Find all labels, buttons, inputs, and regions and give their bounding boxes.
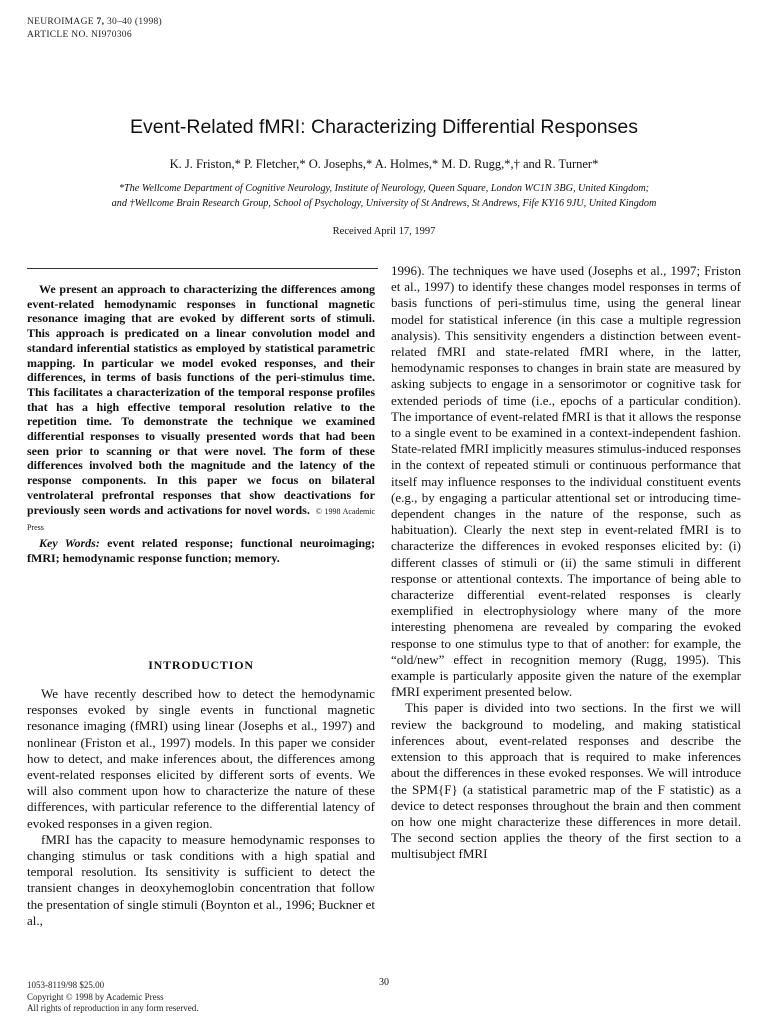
page-number: 30: [379, 977, 389, 988]
section-heading: INTRODUCTION: [148, 658, 254, 672]
abstract: [27, 282, 375, 565]
abstract-divider: [27, 268, 378, 269]
article-number: ARTICLE NO. NI970306: [27, 30, 132, 40]
copyright-footer: [27, 980, 198, 1015]
keywords-label: Key Words:: [39, 535, 100, 550]
abstract-text: We present an approach to characterizing the differences among event-related hemodynamic responses in functional magnetic resonance imaging that are evoked by different sorts of stimuli. This approach is predicated on a linear convolution model and standard inferential statistics as employed by statistical parametric mapping. In particular we model evoked responses, and their differences, in terms of basis functions of the peri-stimulus time. This facilitates a characterization of the temporal response profiles that has a high effective temporal resolution relative to the repetition time. To demonstrate the technique we examined differential responses to visually presented words that had been seen prior to scanning or that were novel. The form of these differences involved both the magnitude and the latency of the response components. In this paper we focus on bilateral ventrolateral prefrontal responses that show deactivations for previously seen words and activations for novel words.: [27, 282, 375, 517]
left-column-body: [27, 686, 375, 929]
paper-title: Event-Related fMRI: Characterizing Differential Responses: [130, 116, 638, 138]
keywords-paragraph: [27, 536, 375, 565]
abstract-copyright: © 1998 Academic Press: [27, 506, 376, 533]
affiliations: [0, 181, 768, 211]
author-list: K. J. Friston,* P. Fletcher,* O. Josephs,* A. Holmes,* M. D. Rugg,*,† and R. Turner*: [169, 157, 599, 171]
journal-citation: [27, 16, 162, 29]
body-paragraph: 1996). The techniques we have used (Josephs et al., 1997; Friston et al., 1997) to identify these changes model responses in terms of basis functions of peri-stimulus time, using the general linear model for statistical inference (in this case a multiple regression analysis). This sensitivity engenders a distinction between event-related fMRI and state-related fMRI where, in the latter, hemodynamic responses to changes in brain state are measured by asking subjects to engage in a sensorimotor or cognitive task for extended periods of time (i.e., epochs of a particular condition). The importance of event-related fMRI is that it allows the response to a single event to be examined in a context-independent fashion. State-related fMRI implicitly measures stimulus-induced responses in the context of repeated stimuli or continuous performance that itself may influence responses to the individual constituent events (e.g., by engaging a particular attentional set or introducing time-dependent changes in the nature of the response, such as habituation). Clearly the next step in event-related fMRI is to characterize the differences in evoked responses elicited by: (i) different classes of stimuli or (ii) the same stimuli in different response or attentional contexts. The importance of being able to characterize differential event-related responses is clearly exemplified in electrophysiology where many of the more interesting phenomena are revealed by comparing the evoked response to one stimulus type to that of another: for example, the “old/new” effect in recognition memory (Rugg, 1995). This example is particularly apposite given the nature of the exemplar fMRI experiment presented below.: [391, 263, 741, 700]
footer-line: Copyright © 1998 by Academic Press: [27, 991, 164, 1002]
body-paragraph: This paper is divided into two sections. In the first we will review the background to modeling, and making statistical inferences about, event-related responses and describe the extension to this approach that is required to make inferences about the differences in these evoked responses. We will introduce the SPM{F} (a statistical parametric map of the F statistic) as a device to detect responses throughout the brain and then comment on how one might characterize these differences in more detail. The second section applies the theory of the first section to a multisubject fMRI: [391, 700, 741, 862]
footer-line: 1053-8119/98 $25.00: [27, 980, 105, 990]
journal-pages: 30–40 (1998): [106, 17, 163, 27]
keywords-text: event related response; functional neuroimaging; fMRI; hemodynamic response function; memory.: [27, 535, 375, 565]
affiliation-line: *The Wellcome Department of Cognitive Neurology, Institute of Neurology, Queen Square, London WC1N 3BG, United Kingdom;: [118, 183, 650, 194]
body-paragraph: We have recently described how to detect the hemodynamic responses evoked by single events in functional magnetic resonance imaging (fMRI) using linear (Josephs et al., 1997) and nonlinear (Friston et al., 1997) models. In this paper we consider how to detect, and make inferences about, the differences among event-related responses elicited by different sorts of events. We will also comment upon how to characterize the nature of these differences, with particular reference to the differential latency of evoked responses in a given region.: [27, 686, 375, 831]
abstract-paragraph: [27, 282, 375, 536]
received-date: Received April 17, 1997: [332, 226, 436, 237]
journal-header: [27, 16, 162, 42]
right-column-body: [391, 263, 741, 863]
footer-line: All rights of reproduction in any form reserved.: [27, 1003, 199, 1013]
affiliation-line: and †Wellcome Brain Research Group, School of Psychology, University of St Andrews, St Andrews, Fife KY16 9JU, United Kingdom: [111, 198, 657, 209]
body-paragraph: fMRI has the capacity to measure hemodynamic responses to changing stimulus or task conditions with a high spatial and temporal resolution. Its sensitivity is sufficient to detect the transient changes in deoxyhemoglobin concentration that follow the presentation of single stimuli (Boynton et al., 1996; Buckner et al.,: [27, 831, 375, 928]
journal-name: NEUROIMAGE: [27, 17, 94, 27]
journal-volume: 7,: [96, 17, 105, 27]
